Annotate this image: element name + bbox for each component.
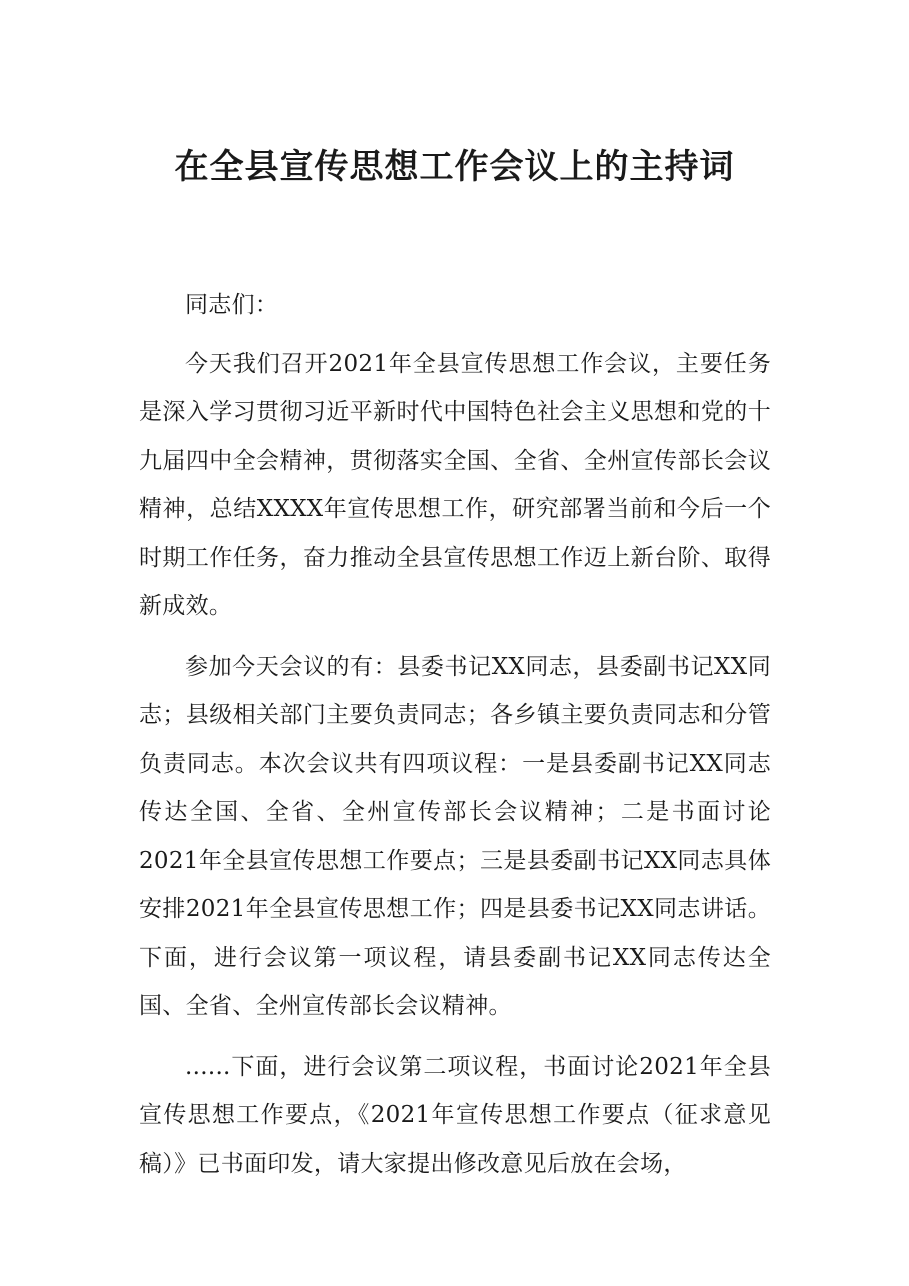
document-title: 在全县宣传思想工作会议上的主持词 (174, 147, 735, 187)
intro-paragraph: 今天我们召开2021年全县宣传思想工作会议，主要任务是深入学习贯彻习近平新时代中国特色社会主义思想和党的十九届四中全会精神，贯彻落实全国、全省、全州宣传部长会议精神，总结XXXX年宣传思想工作，研究部署当前和今后一个时期工作任务，奋力推动全县宣传思想工作迈上新台阶、取得新成效。 (139, 350, 771, 619)
document-body (139, 281, 771, 1200)
second-agenda-paragraph: ......下面，进行会议第二项议程，书面讨论2021年全县宣传思想工作要点，《2021年宣传思想工作要点（征求意见稿）》已书面印发，请大家提出修改意见后放在会场， (139, 1053, 771, 1177)
attendees-agenda-paragraph: 参加今天会议的有：县委书记XX同志，县委副书记XX同志；县级相关部门主要负责同志；各乡镇主要负责同志和分管负责同志。本次会议共有四项议程：一是县委副书记XX同志传达全国、全省、全州宣传部长会议精神；二是书面讨论2021年全县宣传思想工作要点；三是县委副书记XX同志具体安排2021年全县宣传思想工作；四是县委书记XX同志讲话。下面，进行会议第一项议程，请县委副书记XX同志传达全国、全省、全州宣传部长会议精神。 (139, 653, 771, 1019)
salutation-paragraph: 同志们： (185, 292, 279, 318)
